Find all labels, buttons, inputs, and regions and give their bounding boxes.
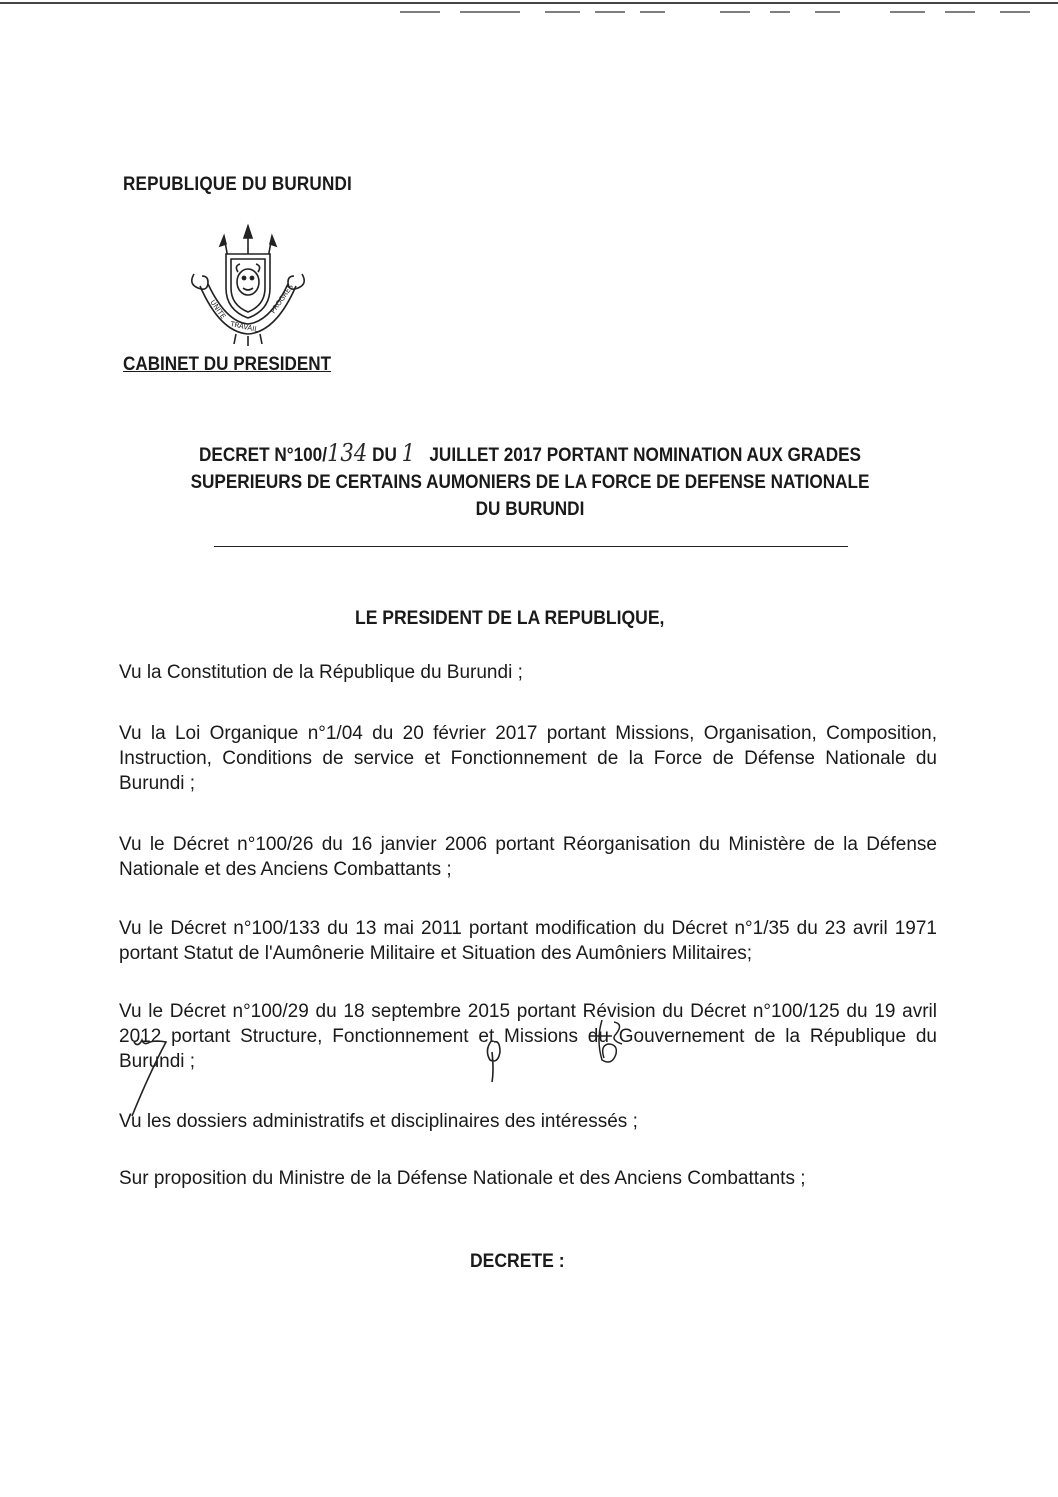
handwritten-initial-3 (584, 1016, 634, 1076)
cabinet-heading: CABINET DU PRESIDENT (123, 354, 332, 375)
handwritten-initial-2 (478, 1030, 518, 1100)
paragraph-dossiers: Vu les dossiers administratifs et disciplinaires des intéressés ; (119, 1111, 638, 1132)
title-line-1 (165, 440, 895, 469)
title-du: DU (372, 444, 397, 466)
svg-text:PROGRES: PROGRES (269, 282, 295, 316)
paragraph-constitution: Vu la Constitution de la République du Burundi ; (119, 662, 523, 683)
coat-of-arms-emblem (186, 222, 310, 352)
scan-edge-artifact (0, 0, 1058, 14)
paragraph-decret-2015: Vu le Décret n°100/29 du 18 septembre 2015 portant Révision du Décret n°100/125 du 19 avril 2012 portant Structure, Fonctionnement et Missions du Gouvernement de la République du Burundi ; (119, 1001, 937, 1072)
handwritten-initial-1 (120, 1030, 190, 1130)
president-heading: LE PRESIDENT DE LA REPUBLIQUE, (355, 607, 665, 629)
paragraph-decret-2006: Vu le Décret n°100/26 du 16 janvier 2006 portant Réorganisation du Ministère de la Défense Nationale et des Anciens Combattants ; (119, 834, 937, 880)
title-prefix: DECRET N°100/ (199, 444, 327, 466)
title-line-3: DU BURUNDI (475, 498, 585, 520)
svg-text:TRAVAIL: TRAVAIL (229, 320, 259, 334)
paragraph-decret-2011: Vu le Décret n°100/133 du 13 mai 2011 portant modification du Décret n°1/35 du 23 avril 1971 portant Statut de l'Aumônerie Militaire et Situation des Aumôniers Militaires; (119, 918, 937, 964)
svg-text:UNITE: UNITE (208, 298, 228, 321)
handwritten-day: 1 (401, 439, 416, 467)
paragraph-proposition: Sur proposition du Ministre de la Défense Nationale et des Anciens Combattants ; (119, 1168, 806, 1189)
decrete-heading: DECRETE : (470, 1250, 565, 1272)
title-line-1-rest: JUILLET 2017 PORTANT NOMINATION AUX GRADES (429, 444, 861, 466)
paragraph-loi-organique: Vu la Loi Organique n°1/04 du 20 février 2017 portant Missions, Organisation, Composition, Instruction, Conditions de service et Fonctionnement de la Force de Défense Nationale du Burundi ; (119, 723, 937, 794)
republic-heading: REPUBLIQUE DU BURUNDI (123, 174, 352, 195)
title-line-2: SUPERIEURS DE CERTAINS AUMONIERS DE LA FORCE DE DEFENSE NATIONALE (190, 471, 870, 493)
handwritten-decree-number: 134 (326, 439, 368, 467)
title-divider (214, 546, 848, 547)
decree-title (115, 440, 945, 523)
